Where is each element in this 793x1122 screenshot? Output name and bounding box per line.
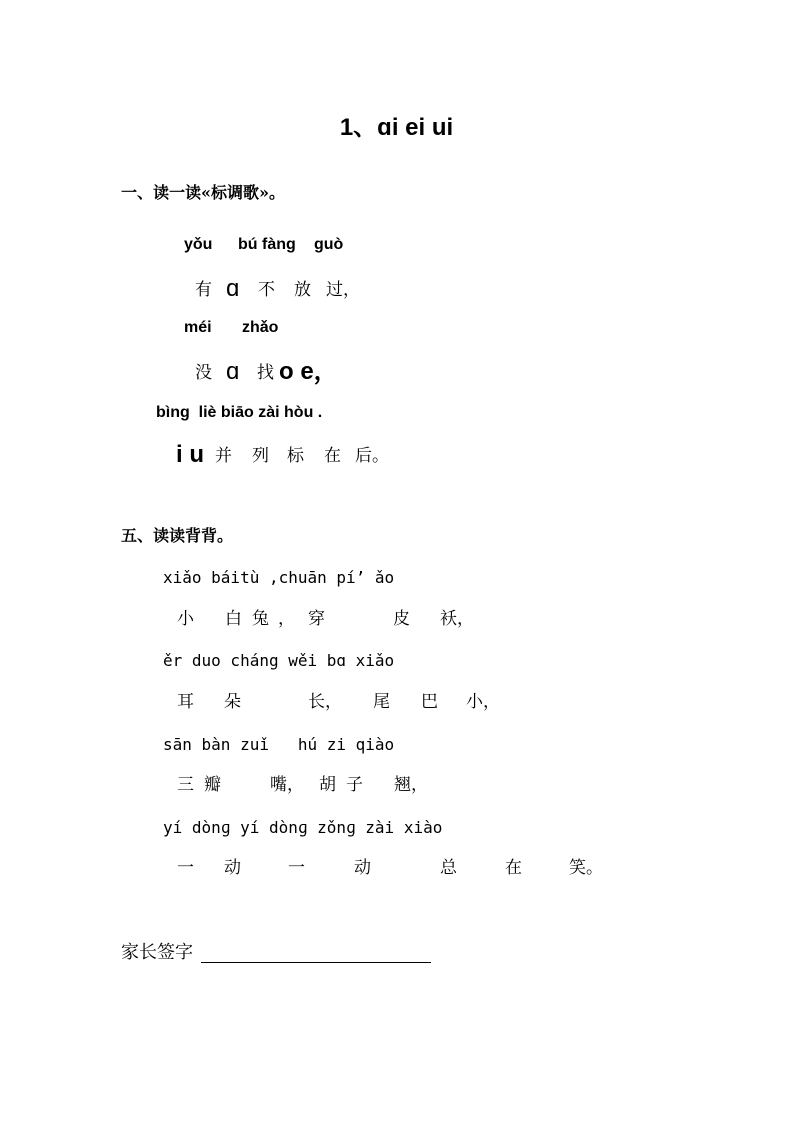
poem-char: 朵 <box>224 692 241 712</box>
hanzi-lie: 列 <box>252 446 269 466</box>
poem-char: ， <box>278 609 295 629</box>
poem-char: 翘， <box>394 775 428 795</box>
parent-signature-label: 家长签字 <box>121 942 193 963</box>
poem-char: 动 <box>224 858 241 878</box>
poem-char: 小， <box>466 692 500 712</box>
poem-char: 瓣 <box>204 775 221 795</box>
poem-char: 袄， <box>440 609 474 629</box>
poem-char: 在 <box>505 858 522 878</box>
hanzi-mei: 没 <box>195 363 212 383</box>
poem-char: 动 <box>354 858 371 878</box>
page-title: 1、ɑi ei ui <box>339 114 454 141</box>
pinyin-guo: ɡuò <box>314 236 344 253</box>
poem-char: 一 <box>177 858 194 878</box>
poem-char: 皮 <box>393 609 410 629</box>
hanzi-hou: 后。 <box>355 446 389 466</box>
hanzi-fang: 放 <box>294 280 311 300</box>
poem-char: 穿 <box>308 609 325 629</box>
hanzi-zhao: 找 <box>257 363 274 383</box>
pinyin-mei: méi <box>184 319 212 336</box>
poem-char: 小 <box>177 609 194 629</box>
poem-char: 长， <box>308 692 342 712</box>
poem-char: 笑。 <box>569 858 603 878</box>
poem-char: 一 <box>288 858 305 878</box>
signature-line[interactable] <box>201 962 431 963</box>
hanzi-you: 有 <box>195 280 212 300</box>
letters-iu: i u <box>176 441 204 468</box>
hanzi-bing: 并 <box>215 446 232 466</box>
poem-char: 尾 <box>373 692 390 712</box>
pinyin-bufang: bú fànɡ <box>238 236 296 253</box>
poem-char: 总 <box>440 858 457 878</box>
pinyin-bing-lie-biao-zai-hou: bìnɡ liè biāo zài hòu . <box>156 404 323 421</box>
hanzi-guo: 过， <box>326 280 360 300</box>
hanzi-biao: 标 <box>287 446 304 466</box>
hanzi-bu: 不 <box>258 280 275 300</box>
hanzi-zai: 在 <box>324 446 341 466</box>
poem-char: 耳 <box>177 692 194 712</box>
section-2-heading: 五、读读背背。 <box>121 526 234 545</box>
poem-char: 三 <box>177 775 194 795</box>
pinyin-you: yǒu <box>184 236 213 253</box>
section-1-heading: 一、读一读«标调歌»。 <box>121 183 286 202</box>
poem-char: 白 <box>225 609 242 629</box>
poem-char: 胡 <box>319 775 336 795</box>
poem-char: 子 <box>346 775 363 795</box>
poem-pinyin-line-1: xiǎo báitù ,chuān pí’ ǎo <box>163 568 395 587</box>
poem-pinyin-line-3: sān bàn zuǐ hú zi qiào <box>163 735 395 754</box>
poem-char: 兔 <box>252 609 269 629</box>
poem-pinyin-line-2: ěr duo cháng wěi bɑ xiǎo <box>163 651 395 670</box>
letter-a: ɑ <box>226 275 240 302</box>
letters-oe: o e， <box>279 358 338 385</box>
letter-a: ɑ <box>226 358 240 385</box>
poem-char: 巴 <box>421 692 438 712</box>
pinyin-zhao: zhǎo <box>242 319 279 336</box>
poem-pinyin-line-4: yí dònɡ yí dònɡ zǒnɡ zài xiào <box>163 818 443 837</box>
poem-char: 嘴， <box>270 775 304 795</box>
